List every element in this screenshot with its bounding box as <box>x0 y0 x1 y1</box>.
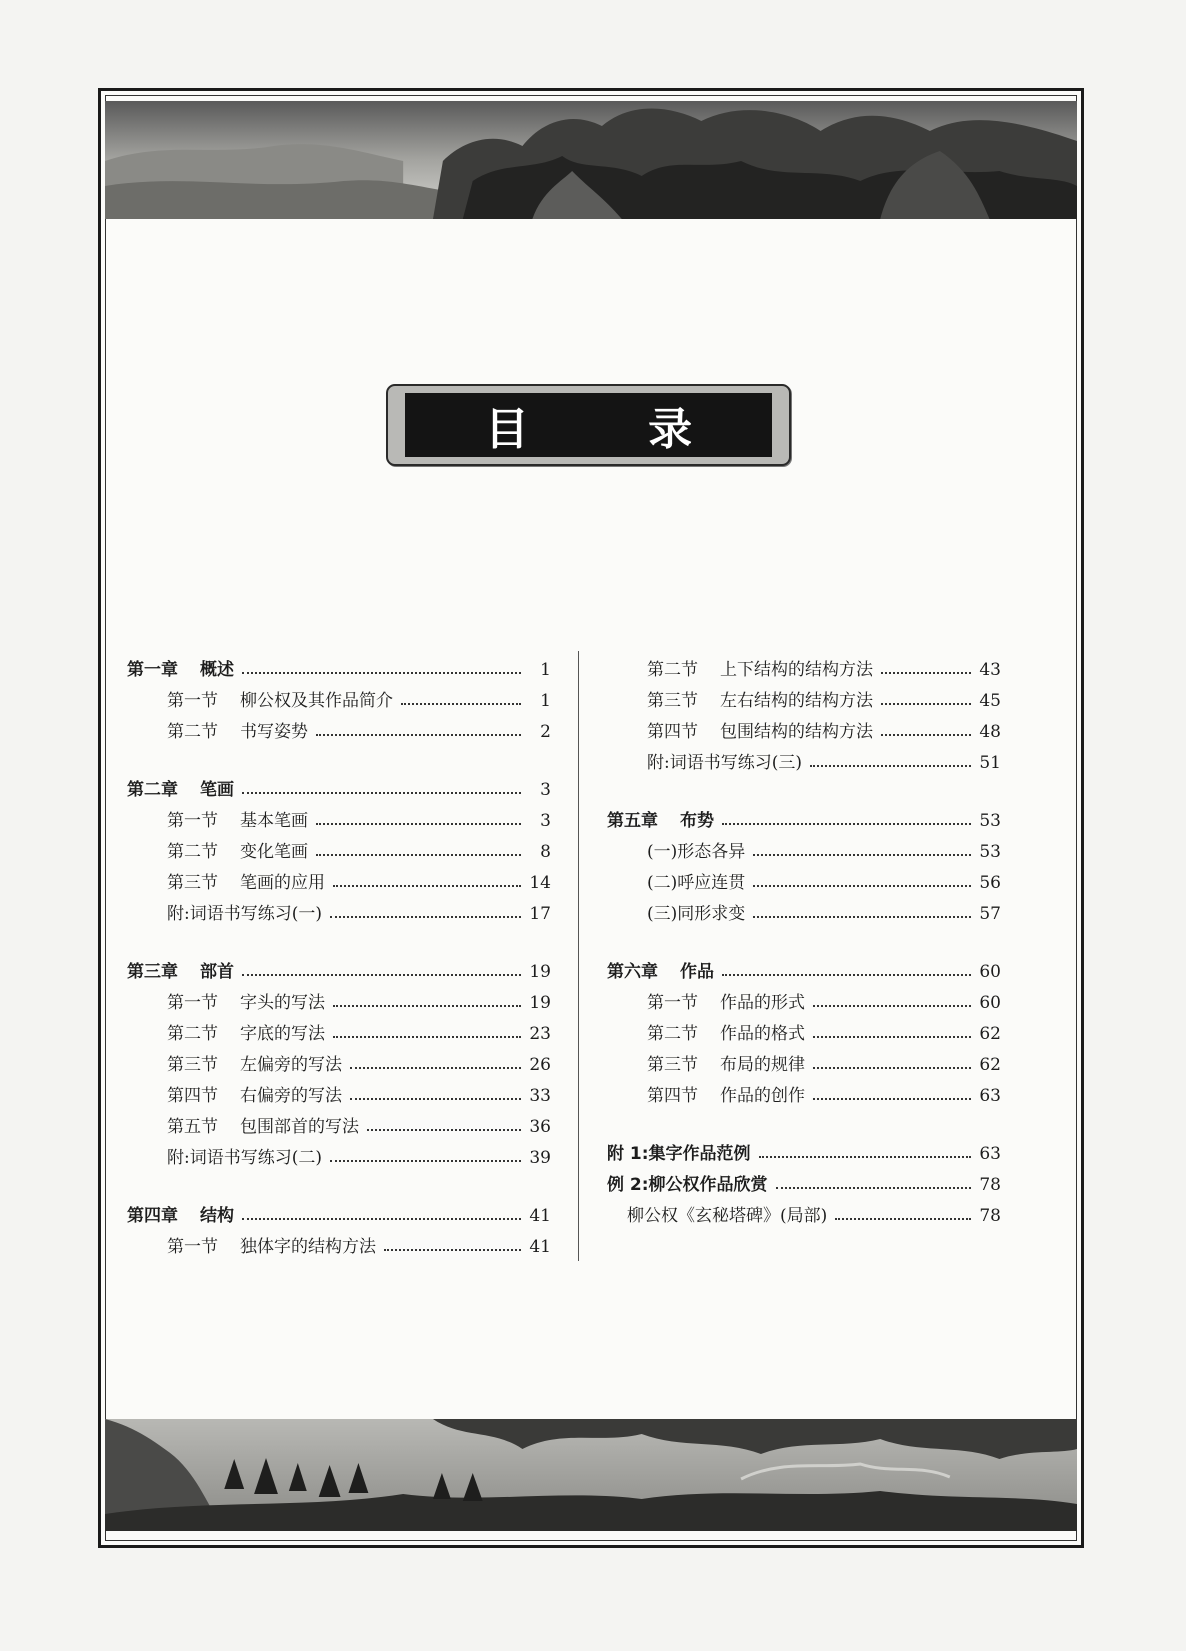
toc-left-column <box>127 649 551 1284</box>
toc-chapter-row[interactable] <box>127 769 551 800</box>
toc-leader-dots <box>242 792 521 794</box>
toc-page-number: 57 <box>979 904 1001 924</box>
toc-entry-number: 第一节 <box>167 811 218 831</box>
toc-entry-label <box>167 717 308 742</box>
toc-leader-dots <box>759 1156 971 1158</box>
toc-entry-label <box>607 1170 768 1195</box>
toc-leader-dots <box>881 672 971 674</box>
toc-section-row[interactable] <box>607 742 1001 773</box>
toc-entry-label <box>167 868 325 893</box>
toc-entry-title: 基本笔画 <box>240 811 308 831</box>
toc-entry-number: 第二章 <box>127 780 178 800</box>
toc-title-box <box>386 384 791 466</box>
toc-entry-title: 笔画的应用 <box>240 873 325 893</box>
toc-entry-number: 第四节 <box>647 1086 698 1106</box>
toc-entry-title: (三)同形求变 <box>647 904 746 924</box>
toc-leader-dots <box>401 703 521 705</box>
toc-entry-label <box>647 988 805 1013</box>
toc-page-number: 19 <box>529 962 551 982</box>
toc-leader-dots <box>813 1098 971 1100</box>
toc-section-row[interactable] <box>127 680 551 711</box>
toc-page-number: 62 <box>979 1024 1001 1044</box>
toc-leader-dots <box>350 1067 521 1069</box>
toc-page-number: 60 <box>979 962 1001 982</box>
toc-leader-dots <box>753 885 971 887</box>
toc-leader-dots <box>316 823 521 825</box>
toc-chapter-row[interactable] <box>127 649 551 680</box>
toc-section-row[interactable] <box>127 1044 551 1075</box>
toc-section-row[interactable] <box>127 800 551 831</box>
toc-leader-dots <box>722 974 971 976</box>
toc-entry-title: (二)呼应连贯 <box>647 873 746 893</box>
toc-leader-dots <box>330 916 521 918</box>
toc-entry-label <box>127 1201 234 1226</box>
toc-section-row[interactable] <box>127 1106 551 1137</box>
toc-entry-number: 第二节 <box>167 1024 218 1044</box>
toc-leader-dots <box>384 1249 521 1251</box>
toc-page-number: 48 <box>979 722 1001 742</box>
toc-entry-title: 包围部首的写法 <box>240 1117 359 1137</box>
toc-entry-title: 变化笔画 <box>240 842 308 862</box>
toc-section-row[interactable] <box>127 893 551 924</box>
toc-section-row[interactable] <box>607 982 1001 1013</box>
toc-entry-number: 第六章 <box>607 962 658 982</box>
toc-leader-dots <box>835 1218 971 1220</box>
toc-entry-label <box>627 1201 827 1226</box>
toc-entry-number: 第二节 <box>647 1024 698 1044</box>
toc-page-number: 78 <box>979 1175 1001 1195</box>
toc-entry-label <box>647 717 873 742</box>
toc-section-row[interactable] <box>127 1013 551 1044</box>
toc-leader-dots <box>776 1187 971 1189</box>
toc-entry-title: 附:词语书写练习(二) <box>167 1148 322 1168</box>
toc-entry-label <box>167 1232 376 1257</box>
toc-entry-title: 作品 <box>680 962 714 982</box>
toc-leader-dots <box>330 1160 521 1162</box>
toc-page-number: 14 <box>529 873 551 893</box>
toc-entry-label <box>127 775 234 800</box>
toc-entry-title: 作品的格式 <box>720 1024 805 1044</box>
toc-page-number: 60 <box>979 993 1001 1013</box>
toc-entry-title: 笔画 <box>200 780 234 800</box>
toc-entry-title: 布势 <box>680 811 714 831</box>
toc-section-row[interactable] <box>127 1226 551 1257</box>
toc-entry-title: 独体字的结构方法 <box>240 1237 376 1257</box>
toc-entry-label <box>647 1050 805 1075</box>
toc-entry-title: 书写姿势 <box>240 722 308 742</box>
toc-entry-title: 部首 <box>200 962 234 982</box>
toc-leader-dots <box>813 1067 971 1069</box>
toc-entry-title: 结构 <box>200 1206 234 1226</box>
toc-entry-label <box>647 1019 805 1044</box>
toc-entry-title: 概述 <box>200 660 234 680</box>
toc-entry-label <box>167 1112 359 1137</box>
toc-page-number: 63 <box>979 1086 1001 1106</box>
toc-section-row[interactable] <box>127 831 551 862</box>
toc-leader-dots <box>881 703 971 705</box>
toc-chapter-row[interactable] <box>607 1195 1001 1226</box>
toc-entry-title: (一)形态各异 <box>647 842 746 862</box>
toc-chapter-row[interactable] <box>127 951 551 982</box>
toc-entry-title: 右偏旁的写法 <box>240 1086 342 1106</box>
toc-section-row[interactable] <box>127 1137 551 1168</box>
toc-page-number: 41 <box>529 1206 551 1226</box>
toc-chapter-group <box>127 769 551 924</box>
toc-page-number: 33 <box>529 1086 551 1106</box>
toc-entry-number: 第二节 <box>647 660 698 680</box>
toc-page-number: 8 <box>540 842 551 862</box>
toc-section-row[interactable] <box>607 649 1001 680</box>
toc-leader-dots <box>242 672 521 674</box>
toc-leader-dots <box>753 916 971 918</box>
toc-entry-label <box>607 1139 751 1164</box>
toc-page-number: 23 <box>529 1024 551 1044</box>
toc-page-number: 36 <box>529 1117 551 1137</box>
toc-leader-dots <box>367 1129 521 1131</box>
toc-leader-dots <box>242 1218 521 1220</box>
toc-entry-title: 作品的创作 <box>720 1086 805 1106</box>
toc-page-number: 56 <box>979 873 1001 893</box>
toc-entry-number: 第三章 <box>127 962 178 982</box>
toc-entry-label <box>647 837 745 862</box>
toc-entry-title: 左偏旁的写法 <box>240 1055 342 1075</box>
toc-chapter-row[interactable] <box>607 1164 1001 1195</box>
toc-chapter-group <box>607 951 1001 1106</box>
toc-entry-title: 布局的规律 <box>720 1055 805 1075</box>
toc-chapter-row[interactable] <box>607 1133 1001 1164</box>
toc-page-number: 19 <box>529 993 551 1013</box>
toc-chapter-group <box>607 649 1001 773</box>
toc-page-number: 2 <box>540 722 551 742</box>
toc-section-row[interactable] <box>127 982 551 1013</box>
toc-leader-dots <box>242 974 521 976</box>
toc-entry-label <box>167 988 325 1013</box>
toc-entry-title: 包围结构的结构方法 <box>720 722 873 742</box>
toc-page-number: 51 <box>979 753 1001 773</box>
toc-leader-dots <box>813 1036 971 1038</box>
toc-section-row[interactable] <box>607 831 1001 862</box>
page-title: 目 录 <box>484 404 745 455</box>
toc-entry-label <box>167 1019 325 1044</box>
toc-entry-label <box>167 806 308 831</box>
toc-chapter-group <box>127 649 551 742</box>
toc-entry-label <box>647 655 873 680</box>
toc-leader-dots <box>333 1036 521 1038</box>
toc-entry-number: 第一章 <box>127 660 178 680</box>
toc-entry-number: 第一节 <box>647 993 698 1013</box>
toc-right-column <box>607 649 1001 1253</box>
toc-section-row[interactable] <box>607 1013 1001 1044</box>
toc-entry-number: 第一节 <box>167 993 218 1013</box>
toc-page-number: 78 <box>979 1206 1001 1226</box>
toc-chapter-group <box>127 1195 551 1257</box>
toc-section-row[interactable] <box>607 1075 1001 1106</box>
toc-page-number: 26 <box>529 1055 551 1075</box>
toc-section-row[interactable] <box>607 680 1001 711</box>
toc-entry-label <box>607 957 714 982</box>
toc-entry-title: 附:词语书写练习(三) <box>647 753 802 773</box>
toc-entry-number: 第二节 <box>167 722 218 742</box>
toc-entry-number: 第三节 <box>167 1055 218 1075</box>
column-divider <box>578 651 579 1261</box>
toc-entry-title: 上下结构的结构方法 <box>720 660 873 680</box>
toc-chapter-group <box>127 951 551 1168</box>
toc-entry-label <box>647 899 745 924</box>
toc-page-number: 3 <box>540 780 551 800</box>
toc-section-row[interactable] <box>127 862 551 893</box>
toc-entry-title: 例 2:柳公权作品欣赏 <box>607 1175 768 1195</box>
toc-entry-number: 第四节 <box>647 722 698 742</box>
toc-page-number: 1 <box>540 691 551 711</box>
toc-entry-label <box>647 1081 805 1106</box>
toc-entry-number: 第五章 <box>607 811 658 831</box>
toc-leader-dots <box>333 885 521 887</box>
toc-section-row[interactable] <box>127 711 551 742</box>
toc-leader-dots <box>316 734 521 736</box>
toc-entry-label <box>127 655 234 680</box>
toc-leader-dots <box>333 1005 521 1007</box>
toc-chapter-row[interactable] <box>127 1195 551 1226</box>
toc-section-row[interactable] <box>607 862 1001 893</box>
toc-leader-dots <box>753 854 971 856</box>
toc-entry-number: 第一节 <box>167 691 218 711</box>
toc-section-row[interactable] <box>607 711 1001 742</box>
toc-page-number: 63 <box>979 1144 1001 1164</box>
toc-leader-dots <box>813 1005 971 1007</box>
toc-leader-dots <box>316 854 521 856</box>
landscape-banner-top <box>105 101 1077 219</box>
toc-entry-title: 附 1:集字作品范例 <box>607 1144 751 1164</box>
toc-appendix-group <box>607 1133 1001 1226</box>
toc-entry-title: 柳公权《玄秘塔碑》(局部) <box>627 1206 828 1226</box>
toc-page-number: 41 <box>529 1237 551 1257</box>
toc-entry-label <box>167 1143 322 1168</box>
toc-entry-number: 第一节 <box>167 1237 218 1257</box>
toc-leader-dots <box>722 823 971 825</box>
toc-entry-title: 作品的形式 <box>720 993 805 1013</box>
toc-page-number: 17 <box>529 904 551 924</box>
toc-chapter-row[interactable] <box>607 951 1001 982</box>
toc-page-number: 1 <box>540 660 551 680</box>
toc-entry-label <box>647 868 745 893</box>
toc-chapter-row[interactable] <box>607 800 1001 831</box>
toc-leader-dots <box>810 765 971 767</box>
toc-entry-number: 第三节 <box>647 1055 698 1075</box>
toc-leader-dots <box>881 734 971 736</box>
toc-page-number: 43 <box>979 660 1001 680</box>
toc-entry-number: 第四章 <box>127 1206 178 1226</box>
landscape-banner-bottom <box>105 1419 1077 1531</box>
toc-page-number: 45 <box>979 691 1001 711</box>
toc-entry-number: 第三节 <box>167 873 218 893</box>
toc-page-number: 62 <box>979 1055 1001 1075</box>
toc-entry-title: 柳公权及其作品简介 <box>240 691 393 711</box>
toc-entry-label <box>167 899 322 924</box>
toc-section-row[interactable] <box>127 1075 551 1106</box>
toc-entry-label <box>167 1050 342 1075</box>
toc-entry-number: 第四节 <box>167 1086 218 1106</box>
toc-entry-title: 左右结构的结构方法 <box>720 691 873 711</box>
toc-page-number: 53 <box>979 842 1001 862</box>
toc-entry-label <box>647 748 802 773</box>
toc-entry-title: 字底的写法 <box>240 1024 325 1044</box>
toc-entry-number: 第五节 <box>167 1117 218 1137</box>
toc-leader-dots <box>350 1098 521 1100</box>
toc-entry-label <box>167 837 308 862</box>
toc-section-row[interactable] <box>607 1044 1001 1075</box>
toc-page-number: 53 <box>979 811 1001 831</box>
toc-title-inner <box>405 393 772 457</box>
toc-entry-title: 附:词语书写练习(一) <box>167 904 322 924</box>
page-frame <box>98 88 1084 1548</box>
toc-entry-label <box>127 957 234 982</box>
toc-page-number: 3 <box>540 811 551 831</box>
toc-entry-label <box>647 686 873 711</box>
toc-entry-number: 第二节 <box>167 842 218 862</box>
toc-page-number: 39 <box>529 1148 551 1168</box>
toc-entry-number: 第三节 <box>647 691 698 711</box>
toc-entry-label <box>167 1081 342 1106</box>
toc-entry-title: 字头的写法 <box>240 993 325 1013</box>
toc-entry-label <box>607 806 714 831</box>
toc-chapter-group <box>607 800 1001 924</box>
toc-entry-label <box>167 686 393 711</box>
toc-section-row[interactable] <box>607 893 1001 924</box>
